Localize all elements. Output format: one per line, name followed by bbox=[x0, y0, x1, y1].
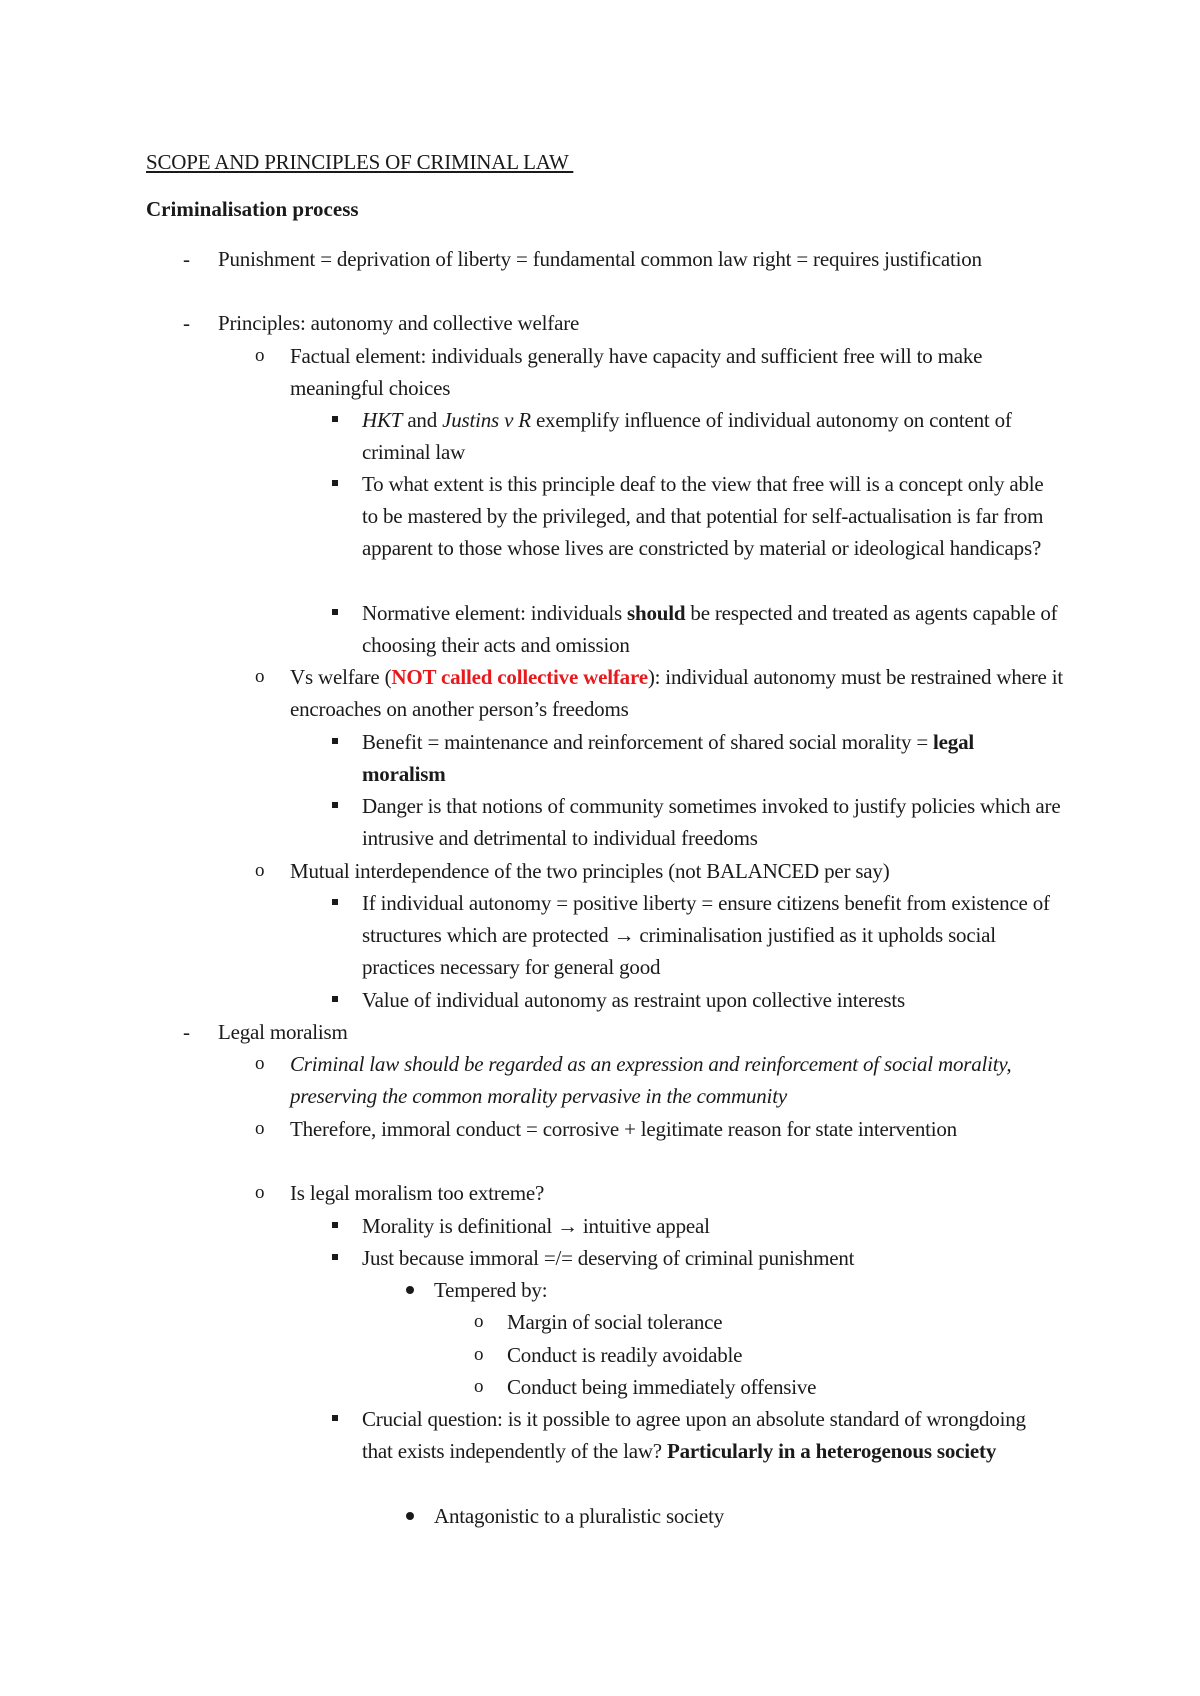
list-item-text: Punishment = deprivation of liberty = fundamental common law right = requires justification bbox=[218, 247, 982, 271]
list-item bbox=[255, 855, 1070, 887]
list-item bbox=[332, 1242, 1062, 1274]
text-run: exemplify influence of individual autonomy on content of criminal law bbox=[362, 408, 1012, 464]
list-item-text bbox=[290, 661, 1070, 725]
list-item bbox=[474, 1339, 1067, 1371]
list-item-text bbox=[362, 404, 1062, 468]
list-item-text: Conduct is readily avoidable bbox=[507, 1343, 743, 1367]
list-item-text: Conduct being immediately offensive bbox=[507, 1375, 817, 1399]
bold-text: legal moralism bbox=[362, 730, 975, 786]
text-run: ): individual autonomy must be restrained where it encroaches on another person’s freedoms bbox=[290, 665, 1063, 721]
list-item bbox=[332, 726, 1062, 790]
list-item-text: Morality is definitional → intuitive appeal bbox=[362, 1214, 710, 1238]
square-bullet-icon bbox=[332, 480, 338, 486]
square-bullet-icon bbox=[332, 1254, 338, 1260]
circle-bullet-marker: o bbox=[255, 345, 265, 366]
list-item bbox=[474, 1306, 1067, 1338]
list-item bbox=[255, 661, 1070, 725]
square-bullet-icon bbox=[332, 1222, 338, 1228]
circle-bullet-marker: o bbox=[255, 860, 265, 881]
text-run: Crucial question: is it possible to agree upon an absolute standard of wrongdoing that exists independently of the law? bbox=[362, 1407, 1026, 1463]
italic-text: Criminal law should be regarded as an expression and reinforcement of social morality, preserving the common morality pervasive in the community bbox=[290, 1052, 1012, 1108]
list-item-text: Therefore, immoral conduct = corrosive + legitimate reason for state intervention bbox=[290, 1117, 957, 1141]
circle-bullet-marker: o bbox=[255, 1182, 265, 1203]
disc-bullet-icon bbox=[406, 1286, 414, 1294]
list-item-text: Danger is that notions of community sometimes invoked to justify policies which are intrusive and detrimental to individual freedoms bbox=[362, 794, 1061, 850]
list-item bbox=[474, 1371, 1067, 1403]
list-item-text: Mutual interdependence of the two principles (not BALANCED per say) bbox=[290, 859, 890, 883]
list-item bbox=[183, 243, 1018, 275]
list-item-text: Just because immoral =/= deserving of criminal punishment bbox=[362, 1246, 855, 1270]
list-item-text bbox=[362, 726, 1062, 790]
text-run: and bbox=[402, 408, 443, 432]
list-item bbox=[332, 1210, 1062, 1242]
circle-bullet-marker: o bbox=[474, 1311, 484, 1332]
list-item-text: Principles: autonomy and collective welfare bbox=[218, 311, 580, 335]
square-bullet-icon bbox=[332, 609, 338, 615]
dash-bullet-marker: - bbox=[183, 311, 190, 335]
list-item bbox=[332, 597, 1062, 661]
list-item bbox=[406, 1500, 1034, 1532]
circle-bullet-marker: o bbox=[474, 1344, 484, 1365]
square-bullet-icon bbox=[332, 802, 338, 808]
list-item bbox=[183, 1016, 1018, 1048]
list-item-text: Factual element: individuals generally have capacity and sufficient free will to make meaningful choices bbox=[290, 344, 983, 400]
list-item-text: Legal moralism bbox=[218, 1020, 348, 1044]
list-item-text bbox=[362, 597, 1062, 661]
bold-text: Particularly in a heterogenous society bbox=[666, 1439, 997, 1463]
text-run: be respected and treated as agents capable of choosing their acts and omission bbox=[362, 601, 1058, 657]
list-item bbox=[332, 887, 1062, 983]
square-bullet-icon bbox=[332, 416, 338, 422]
square-bullet-icon bbox=[332, 1415, 338, 1421]
circle-bullet-marker: o bbox=[255, 666, 265, 687]
list-item bbox=[332, 468, 1062, 564]
disc-bullet-icon bbox=[406, 1512, 414, 1520]
list-item bbox=[406, 1274, 1034, 1306]
document-title: SCOPE AND PRINCIPLES OF CRIMINAL LAW bbox=[146, 150, 574, 174]
list-item bbox=[255, 1048, 1070, 1112]
highlighted-text: NOT called collective welfare bbox=[391, 665, 648, 689]
list-item bbox=[255, 1177, 1070, 1209]
text-run: Vs welfare ( bbox=[290, 665, 392, 689]
dash-bullet-marker: - bbox=[183, 247, 190, 271]
list-item bbox=[255, 1113, 1070, 1145]
text-run: Benefit = maintenance and reinforcement of shared social morality = bbox=[362, 730, 934, 754]
list-item bbox=[332, 404, 1062, 468]
list-item-text: Tempered by: bbox=[434, 1278, 548, 1302]
square-bullet-icon bbox=[332, 738, 338, 744]
list-item bbox=[332, 984, 1062, 1016]
italic-text: HKT bbox=[362, 408, 403, 432]
list-item bbox=[255, 340, 1070, 404]
section-heading: Criminalisation process bbox=[146, 197, 359, 221]
list-item-text: If individual autonomy = positive liberty = ensure citizens benefit from existence of structures which are protected → criminalisation justified as it upholds social practices necessary for general good bbox=[362, 891, 1050, 979]
circle-bullet-marker: o bbox=[255, 1118, 265, 1139]
list-item-text: Margin of social tolerance bbox=[507, 1310, 723, 1334]
list-item-text bbox=[290, 1048, 1070, 1112]
circle-bullet-marker: o bbox=[255, 1053, 265, 1074]
bold-text: should bbox=[627, 601, 686, 625]
list-item-text: To what extent is this principle deaf to the view that free will is a concept only able to be mastered by the privileged, and that potential for self-actualisation is far from apparent to those whose lives are constricted by material or ideological handicaps? bbox=[362, 472, 1044, 560]
square-bullet-icon bbox=[332, 899, 338, 905]
list-item-text: Is legal moralism too extreme? bbox=[290, 1181, 545, 1205]
list-item-text bbox=[362, 1403, 1052, 1467]
italic-text: Justins v R bbox=[442, 408, 531, 432]
list-item bbox=[332, 790, 1062, 854]
text-run: Normative element: individuals bbox=[362, 601, 627, 625]
square-bullet-icon bbox=[332, 996, 338, 1002]
list-item-text: Value of individual autonomy as restraint upon collective interests bbox=[362, 988, 905, 1012]
list-item-text: Antagonistic to a pluralistic society bbox=[434, 1504, 725, 1528]
dash-bullet-marker: - bbox=[183, 1020, 190, 1044]
circle-bullet-marker: o bbox=[474, 1376, 484, 1397]
list-item bbox=[332, 1403, 1052, 1467]
list-item bbox=[183, 307, 1018, 339]
